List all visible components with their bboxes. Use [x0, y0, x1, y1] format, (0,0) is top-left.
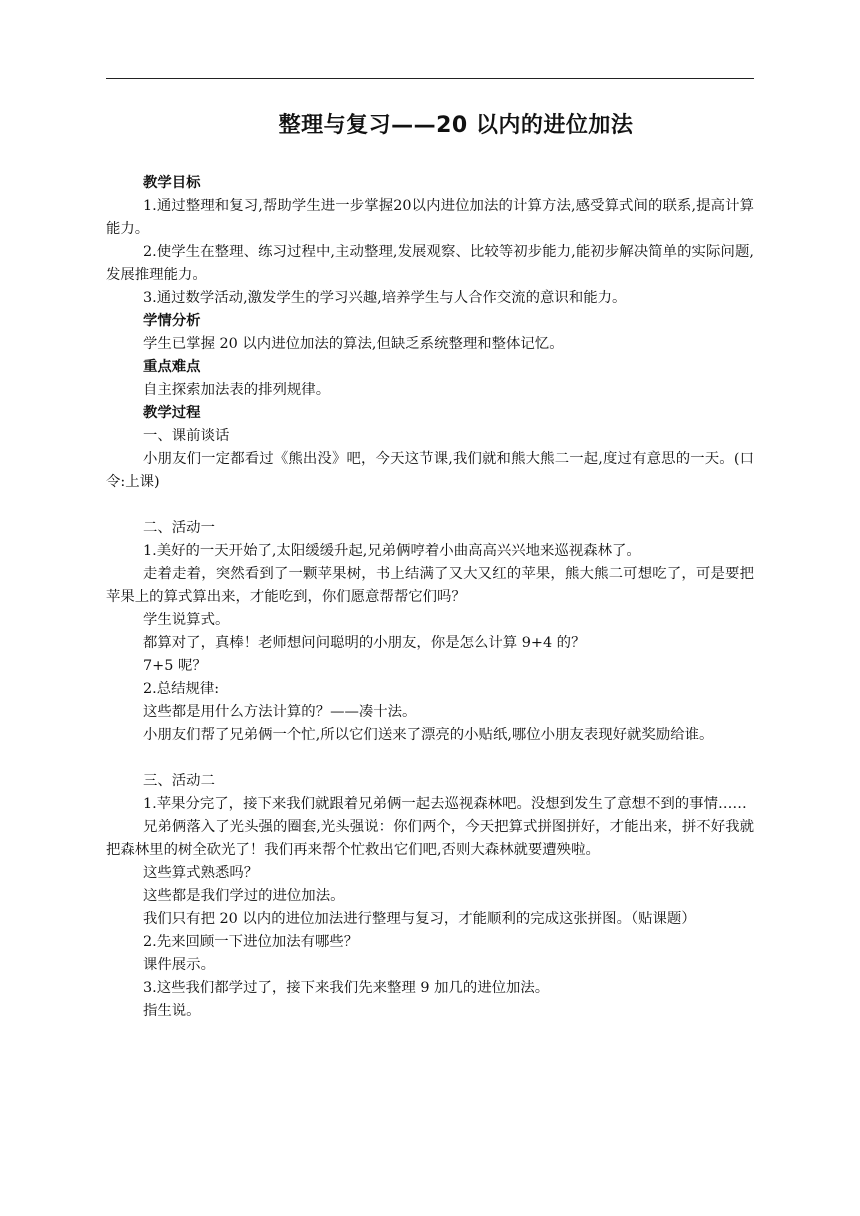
- heading-student-analysis: 学情分析: [143, 313, 201, 329]
- key-points-text: 自主探索加法表的排列规律。: [143, 382, 331, 398]
- goal-item-2: 2.使学生在整理、练习过程中,主动整理,发展观察、比较等初步能力,能初步解决简单的实际问题,发展推理能力。: [106, 244, 754, 283]
- header-rule: [106, 78, 754, 79]
- section-3-paragraph: 指生说。: [143, 1003, 201, 1019]
- section-2-paragraph: 都算对了，真棒！老师想问问聪明的小朋友，你是怎么计算 9+4 的？: [143, 635, 586, 651]
- section-3-paragraph: 3.这些我们都学过了，接下来我们先来整理 9 加几的进位加法。: [143, 980, 550, 996]
- document-body: [106, 172, 754, 1023]
- section-3-paragraph: 课件展示。: [143, 957, 215, 973]
- section-2-paragraph: 小朋友们帮了兄弟俩一个忙,所以它们送来了漂亮的小贴纸,哪位小朋友表现好就奖励给谁。: [143, 727, 714, 743]
- student-analysis-text: 学生已掌握 20 以内进位加法的算法,但缺乏系统整理和整体记忆。: [143, 336, 564, 352]
- section-2-paragraph: 7+5 呢？: [143, 658, 207, 674]
- section-2-paragraph: 走着走着，突然看到了一颗苹果树，书上结满了又大又红的苹果，熊大熊二可想吃了，可是要把苹果上的算式算出来，才能吃到，你们愿意帮帮它们吗？: [106, 566, 754, 605]
- section-1-paragraph: 小朋友们一定都看过《熊出没》吧，今天这节课,我们就和熊大熊二一起,度过有意思的一天。(口令:上课): [106, 451, 754, 490]
- goal-item-1: 1.通过整理和复习,帮助学生进一步掌握20以内进位加法的计算方法,感受算式间的联系,提高计算能力。: [106, 198, 754, 237]
- spacer: [106, 494, 754, 517]
- heading-key-points: 重点难点: [143, 359, 201, 375]
- heading-teaching-goals: 教学目标: [143, 175, 201, 191]
- section-3-paragraph: 2.先来回顾一下进位加法有哪些？: [143, 934, 359, 950]
- section-2-paragraph: 2.总结规律:: [143, 681, 220, 697]
- section-3-paragraph: 这些算式熟悉吗？: [143, 865, 259, 881]
- spacer: [106, 747, 754, 770]
- section-2-paragraph: 这些都是用什么方法计算的？——凑十法。: [143, 704, 417, 720]
- section-3-paragraph: 我们只有把 20 以内的进位加法进行整理与复习，才能顺利的完成这张拼图。（贴课题）: [143, 911, 696, 927]
- section-3-paragraph: 这些都是我们学过的进位加法。: [143, 888, 345, 904]
- section-3-paragraph: 1.苹果分完了，接下来我们就跟着兄弟俩一起去巡视森林吧。没想到发生了意想不到的事情……: [143, 796, 747, 812]
- section-1-title: 一、课前谈话: [143, 428, 230, 444]
- section-3-paragraph: 兄弟俩落入了光头强的圈套,光头强说：你们两个，今天把算式拼图拼好，才能出来，拼不好我就把森林里的树全砍光了！我们再来帮个忙救出它们吧,否则大森林就要遭殃啦。: [106, 819, 754, 858]
- section-2-paragraph: 1.美好的一天开始了,太阳缓缓升起,兄弟俩哼着小曲高高兴兴地来巡视森林了。: [143, 543, 641, 559]
- goal-item-3: 3.通过数学活动,激发学生的学习兴趣,培养学生与人合作交流的意识和能力。: [143, 290, 627, 306]
- heading-teaching-process: 教学过程: [143, 405, 201, 421]
- page-title: 整理与复习——20 以内的进位加法: [278, 113, 634, 138]
- section-3-title: 三、活动二: [143, 773, 215, 789]
- section-2-paragraph: 学生说算式。: [143, 612, 230, 628]
- section-2-title: 二、活动一: [143, 520, 215, 536]
